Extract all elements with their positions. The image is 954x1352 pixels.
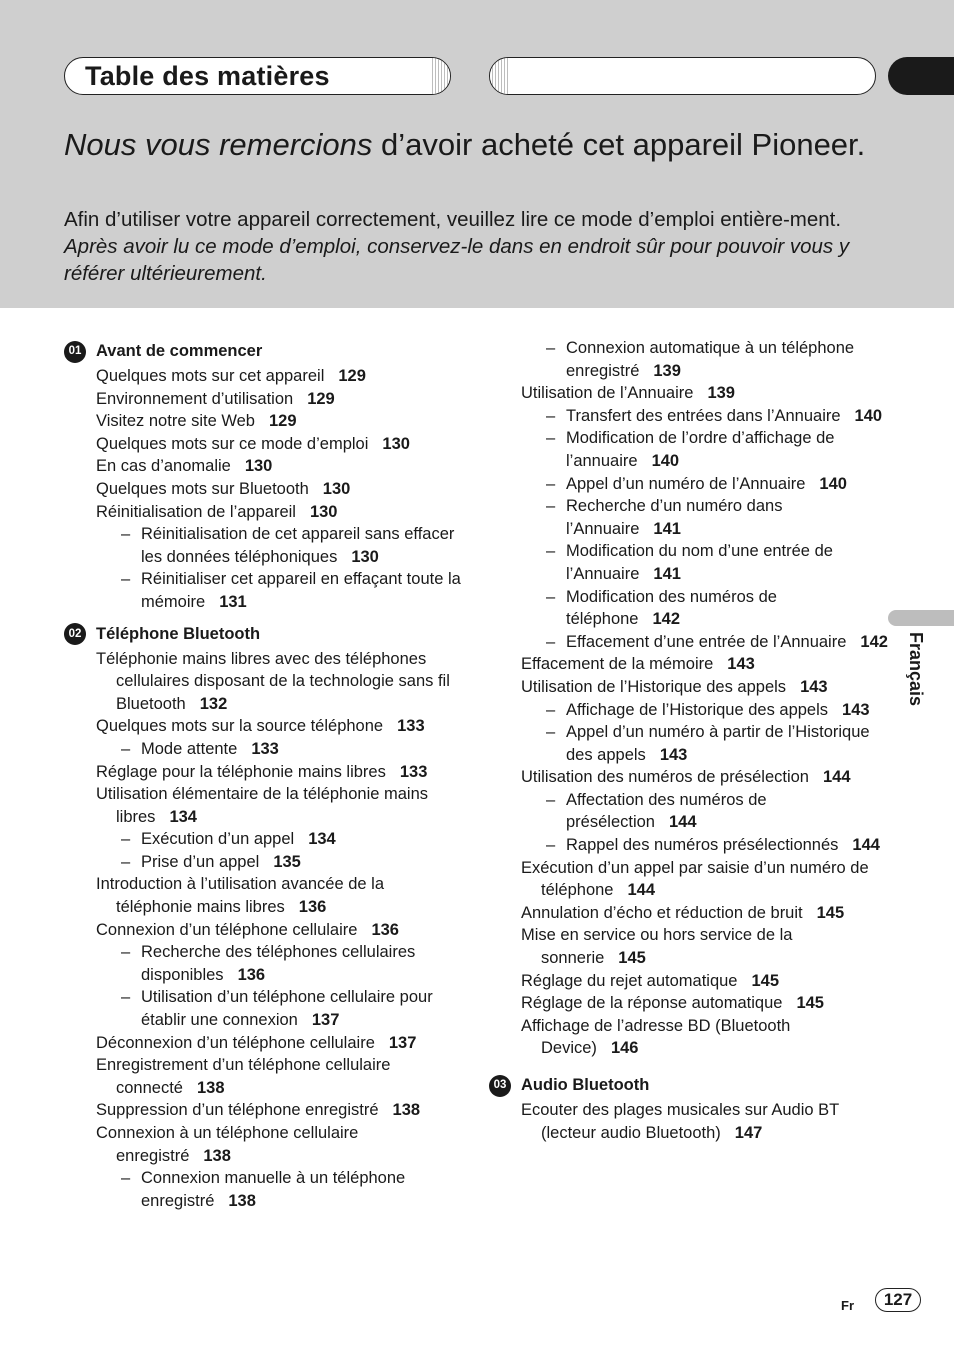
toc-entry-text: Quelques mots sur Bluetooth <box>96 479 309 498</box>
toc-entry[interactable] <box>489 337 889 382</box>
toc-entry-page: 145 <box>618 949 646 968</box>
toc-entry-page: 145 <box>816 903 845 922</box>
toc-entry-page: 137 <box>388 1033 417 1052</box>
dash-marker: – <box>546 339 556 357</box>
dash-marker: – <box>546 587 556 606</box>
chapter-heading[interactable] <box>64 340 464 363</box>
toc-entry-text: Recherche des téléphones cellulaires disponibles <box>141 943 416 984</box>
pill-shading <box>490 58 508 94</box>
toc-entry-page: 129 <box>338 367 366 385</box>
toc-entry[interactable] <box>64 501 464 524</box>
pill-shading <box>432 58 450 94</box>
chapter-title: Avant de commencer <box>96 342 263 361</box>
intro-italic: Après avoir lu ce mode d’emploi, conservez-le dans en endroit sûr pour pouvoir vous y référer ultérieurement. <box>64 235 850 285</box>
toc-entry[interactable] <box>489 405 889 428</box>
toc-entry-text: Appel d’un numéro à partir de l’Historique des appels <box>566 723 870 764</box>
toc-entry-page: 133 <box>251 739 279 758</box>
language-tab <box>888 610 954 626</box>
toc-entry-page: 143 <box>659 745 688 764</box>
toc-entry-text: Réglage de la réponse automatique <box>521 994 783 1013</box>
toc-entry-text: Utilisation d’un téléphone cellulaire pour établir une connexion <box>141 988 433 1030</box>
toc-entry-text: Utilisation des numéros de présélection <box>521 768 809 787</box>
toc-entry-text: Enregistrement d’un téléphone cellulaire connecté <box>96 1056 391 1097</box>
toc-entry-text: Exécution d’un appel par saisie d’un numéro de téléphone <box>521 858 869 900</box>
toc-entry-text: Connexion automatique à un téléphone enregistré <box>566 339 855 380</box>
toc-entry-text: Effacement de la mémoire <box>521 655 714 674</box>
toc-entry-page: 140 <box>819 474 847 493</box>
toc-entry-page: 133 <box>399 762 428 781</box>
toc-entry-text: Utilisation de l’Annuaire <box>521 384 694 403</box>
toc-entry-text: Modification du nom d’une entrée de l’Annuaire <box>566 542 833 583</box>
toc-entry[interactable] <box>489 766 889 789</box>
toc-entry-page: 140 <box>651 451 680 470</box>
dash-marker: – <box>121 1169 131 1188</box>
toc-entry-text: Modification des numéros de téléphone <box>566 587 777 629</box>
dash-marker: – <box>121 525 131 544</box>
dash-marker: – <box>546 700 556 719</box>
toc-entry-page: 135 <box>273 852 301 871</box>
toc-entry[interactable] <box>64 388 464 411</box>
toc-entry-text: Mise en service ou hors service de la sonnerie <box>521 926 793 968</box>
toc-entry-page: 144 <box>627 881 656 900</box>
language-label: Français <box>906 632 926 707</box>
toc-entry-page: 134 <box>308 830 336 849</box>
toc-entry[interactable] <box>489 1099 889 1144</box>
thanks-heading-rest: d’avoir acheté cet appareil Pioneer. <box>372 127 866 162</box>
toc-entry[interactable] <box>64 568 464 613</box>
toc-entry[interactable] <box>64 851 464 874</box>
toc-entry[interactable] <box>64 455 464 478</box>
toc-entry[interactable] <box>489 857 889 902</box>
toc-entry-text: Prise d’un appel <box>141 852 260 871</box>
toc-entry[interactable] <box>64 433 464 456</box>
toc-entry[interactable] <box>64 365 464 388</box>
dash-marker: – <box>121 739 131 758</box>
toc-entry[interactable] <box>64 873 464 918</box>
toc-entry-text: Mode attente <box>141 739 238 758</box>
chapter-number-badge: 03 <box>489 1075 511 1097</box>
toc-entry-page: 129 <box>307 389 335 408</box>
toc-entry[interactable] <box>64 1099 464 1122</box>
toc-entry-page: 141 <box>653 519 681 538</box>
toc-entry[interactable] <box>64 648 464 716</box>
dash-marker: – <box>121 852 131 871</box>
toc-entry-text: Affichage de l’adresse BD (Bluetooth Device) <box>521 1016 791 1058</box>
empty-title-pill <box>489 57 876 95</box>
toc-entry-text: Quelques mots sur ce mode d’emploi <box>96 434 369 453</box>
toc-entry-page: 131 <box>219 592 247 611</box>
intro-plain: Afin d’utiliser votre appareil correctement, veuillez lire ce mode d’emploi entière-ment. <box>64 208 842 231</box>
toc-entry[interactable] <box>64 1054 464 1099</box>
toc-entry-text: Exécution d’un appel <box>141 830 295 849</box>
toc-entry-page: 133 <box>397 717 425 736</box>
toc-entry-page: 143 <box>727 655 755 674</box>
toc-entry[interactable] <box>64 523 464 568</box>
toc-entry-text: Annulation d’écho et réduction de bruit <box>521 903 803 922</box>
toc-entry[interactable] <box>489 970 889 993</box>
toc-entry-text: Réglage pour la téléphonie mains libres <box>96 762 386 781</box>
chapter-tab-marker <box>888 57 954 95</box>
dash-marker: – <box>546 497 556 516</box>
toc-entry-page: 141 <box>653 564 681 583</box>
toc-entry-text: Rappel des numéros présélectionnés <box>566 836 839 855</box>
thanks-heading <box>64 128 904 162</box>
toc-entry-page: 138 <box>392 1101 421 1120</box>
toc-entry-page: 136 <box>237 965 266 984</box>
toc-entry[interactable] <box>489 427 889 472</box>
toc-entry-text: Connexion à un téléphone cellulaire enregistré <box>96 1124 359 1165</box>
toc-entry-page: 142 <box>652 610 681 629</box>
toc-entry-page: 138 <box>203 1146 231 1165</box>
chapter-number-badge: 02 <box>64 623 86 645</box>
toc-entry-text: En cas d’anomalie <box>96 457 231 476</box>
dash-marker: – <box>546 790 556 809</box>
toc-entry[interactable] <box>489 495 889 540</box>
toc-entry[interactable] <box>489 699 889 722</box>
toc-entry-page: 136 <box>298 898 327 917</box>
toc-entry[interactable] <box>489 834 889 857</box>
footer-lang-code: Fr <box>841 1298 854 1313</box>
toc-entry[interactable] <box>64 738 464 761</box>
dash-marker: – <box>546 632 556 651</box>
toc-entry[interactable] <box>64 478 464 501</box>
toc-entry[interactable] <box>64 761 464 784</box>
dash-marker: – <box>546 836 556 855</box>
toc-entry-text: Suppression d’un téléphone enregistré <box>96 1101 379 1120</box>
dash-marker: – <box>546 542 556 561</box>
toc-entry-text: Utilisation élémentaire de la téléphonie mains libres <box>96 785 429 826</box>
section-title-pill <box>64 57 451 95</box>
toc-entry[interactable] <box>489 653 889 676</box>
toc-entry-text: Environnement d’utilisation <box>96 389 294 408</box>
toc-entry-text: Utilisation de l’Historique des appels <box>521 677 787 696</box>
toc-entry-text: Réglage du rejet automatique <box>521 971 738 990</box>
toc-entry[interactable] <box>64 1167 464 1212</box>
toc-entry-text: Réinitialisation de cet appareil sans effacer les données téléphoniques <box>141 525 455 566</box>
toc-entry[interactable] <box>489 902 889 925</box>
toc-entry[interactable] <box>489 631 889 654</box>
toc-entry[interactable] <box>64 715 464 738</box>
toc-entry[interactable] <box>489 1015 889 1060</box>
toc-left-column <box>64 340 464 1212</box>
toc-entry[interactable] <box>489 676 889 699</box>
toc-entry-text: Connexion manuelle à un téléphone enregistré <box>141 1169 406 1210</box>
toc-entry-page: 134 <box>169 807 197 826</box>
dash-marker: – <box>121 988 131 1007</box>
toc-entry-text: Modification de l’ordre d’affichage de l’annuaire <box>566 429 835 470</box>
toc-entry[interactable] <box>64 828 464 851</box>
toc-entry[interactable] <box>489 586 889 631</box>
toc-entry-text: Introduction à l’utilisation avancée de la téléphonie mains libres <box>96 875 385 917</box>
toc-entry[interactable] <box>489 789 889 834</box>
toc-entry-text: Visitez notre site Web <box>96 412 255 431</box>
toc-entry-text: Téléphonie mains libres avec des téléphones cellulaires disposant de la technologie sans fil Bluetooth <box>96 649 450 713</box>
toc-entry-page: 145 <box>751 971 780 990</box>
section-title: Table des matières <box>85 61 330 91</box>
toc-right-column <box>489 337 889 1144</box>
toc-entry-page: 132 <box>199 694 228 713</box>
toc-entry[interactable] <box>489 382 889 405</box>
toc-entry-page: 146 <box>610 1039 639 1058</box>
toc-entry[interactable] <box>64 410 464 433</box>
toc-entry-text: Transfert des entrées dans l’Annuaire <box>566 406 841 425</box>
toc-entry[interactable] <box>489 540 889 585</box>
toc-entry-page: 140 <box>854 406 883 425</box>
toc-entry[interactable] <box>64 986 464 1031</box>
chapter-title: Audio Bluetooth <box>521 1076 650 1095</box>
toc-entry-text: Quelques mots sur la source téléphone <box>96 717 384 736</box>
toc-entry-page: 136 <box>371 920 399 939</box>
toc-entry-page: 130 <box>244 457 273 476</box>
toc-entry[interactable] <box>64 1032 464 1055</box>
intro-paragraph <box>64 206 894 287</box>
toc-entry-text: Effacement d’une entrée de l’Annuaire <box>566 632 847 651</box>
dash-marker: – <box>121 830 131 849</box>
toc-entry-page: 144 <box>668 813 697 832</box>
toc-entry[interactable] <box>489 473 889 496</box>
toc-entry[interactable] <box>64 919 464 942</box>
toc-entry[interactable] <box>489 992 889 1015</box>
toc-entry-page: 144 <box>823 768 851 787</box>
toc-entry-text: Réinitialiser cet appareil en effaçant toute la mémoire <box>141 570 461 611</box>
toc-entry-text: Déconnexion d’un téléphone cellulaire <box>96 1033 375 1052</box>
dash-marker: – <box>546 474 556 493</box>
toc-entry-text: Connexion d’un téléphone cellulaire <box>96 920 358 939</box>
toc-entry-text: Affichage de l’Historique des appels <box>566 700 829 719</box>
chapter-number-badge: 01 <box>64 341 86 363</box>
toc-entry-page: 139 <box>653 361 681 380</box>
toc-entry-page: 142 <box>860 632 888 651</box>
dash-marker: – <box>546 406 556 425</box>
toc-entry-page: 138 <box>196 1078 225 1097</box>
dash-marker: – <box>546 429 556 448</box>
toc-entry-page: 147 <box>734 1123 763 1142</box>
chapter-heading[interactable] <box>489 1074 889 1097</box>
toc-entry-page: 129 <box>268 412 297 431</box>
toc-entry-page: 143 <box>800 677 828 696</box>
dash-marker: – <box>121 943 131 962</box>
toc-entry[interactable] <box>489 924 889 969</box>
toc-entry-page: 145 <box>796 994 824 1013</box>
dash-marker: – <box>121 570 131 589</box>
chapter-heading[interactable] <box>64 623 464 646</box>
toc-entry-text: Réinitialisation de l’appareil <box>96 502 296 521</box>
toc-entry-text: Affectation des numéros de présélection <box>566 790 767 832</box>
page-number: 127 <box>875 1288 921 1312</box>
toc-entry[interactable] <box>64 1122 464 1167</box>
toc-entry-text: Ecouter des plages musicales sur Audio BT (lecteur audio Bluetooth) <box>521 1101 839 1142</box>
toc-entry-page: 130 <box>322 479 351 498</box>
toc-entry[interactable] <box>64 941 464 986</box>
toc-entry-page: 137 <box>311 1011 340 1030</box>
toc-entry-page: 130 <box>351 547 379 566</box>
toc-entry-text: Recherche d’un numéro dans l’Annuaire <box>566 497 783 538</box>
thanks-heading-italic: Nous vous remercions <box>64 127 373 162</box>
toc-entry[interactable] <box>64 783 464 828</box>
chapter-title: Téléphone Bluetooth <box>96 624 261 643</box>
toc-entry-page: 139 <box>707 384 735 403</box>
toc-entry-page: 130 <box>382 434 410 453</box>
toc-entry-page: 130 <box>309 502 338 521</box>
toc-entry-page: 143 <box>842 700 870 719</box>
toc-entry-text: Quelques mots sur cet appareil <box>96 367 325 385</box>
toc-entry-text: Appel d’un numéro de l’Annuaire <box>566 474 806 493</box>
dash-marker: – <box>546 723 556 742</box>
toc-entry-page: 144 <box>852 836 880 855</box>
toc-entry[interactable] <box>489 721 889 766</box>
toc-entry-page: 138 <box>228 1191 256 1210</box>
